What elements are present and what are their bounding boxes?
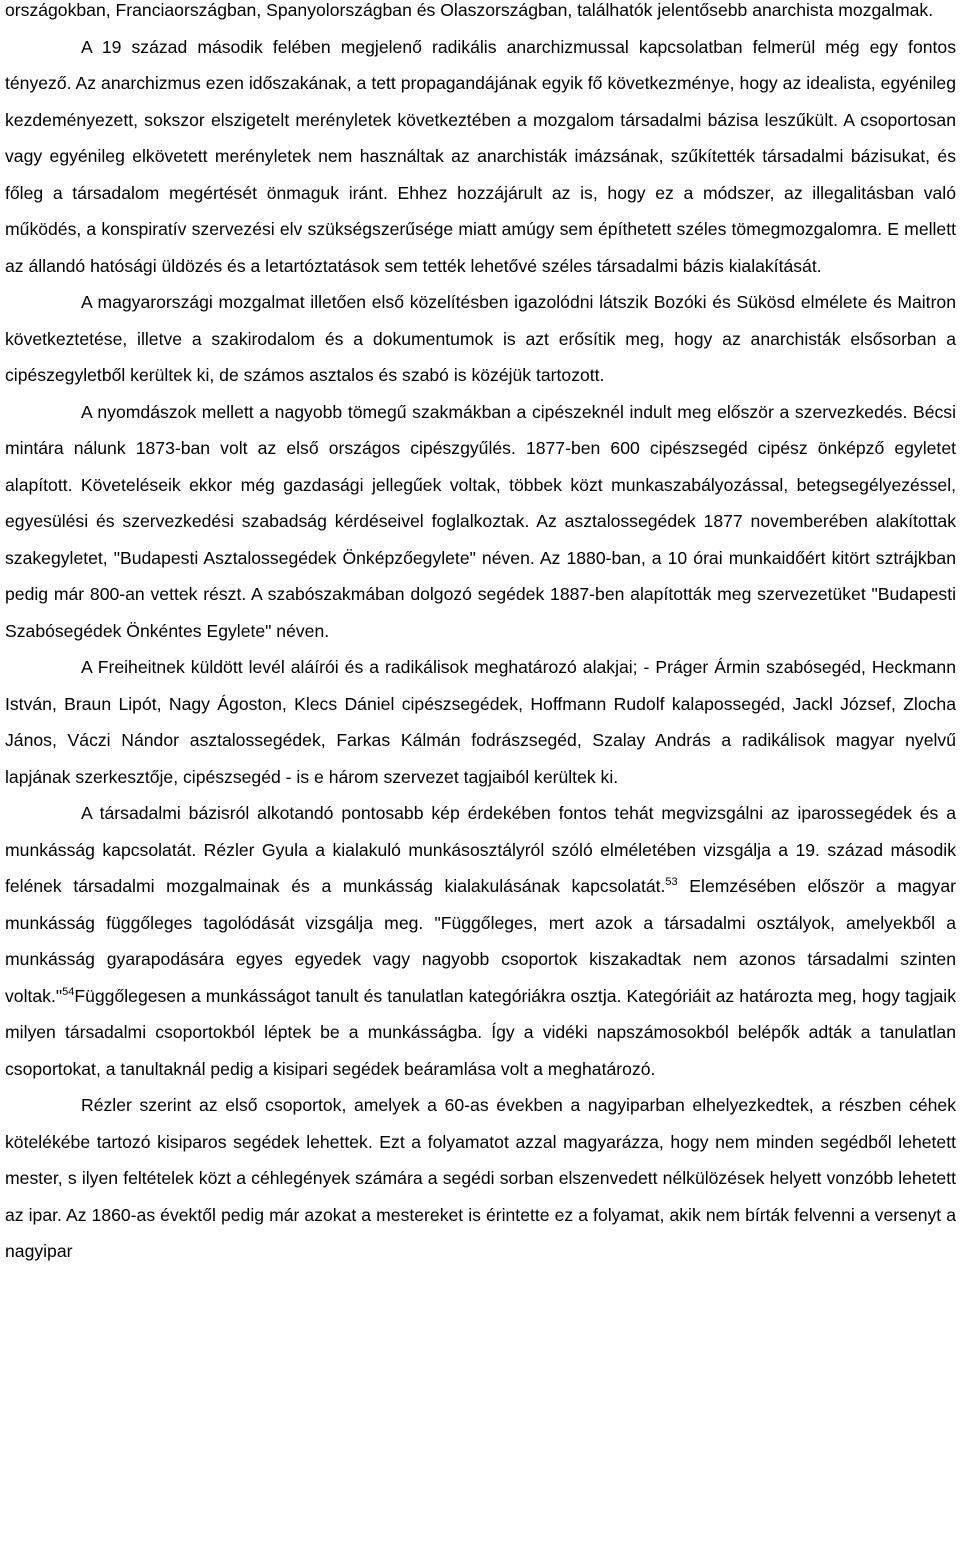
paragraph-6-text-c: Függőlegesen a munkásságot tanult és tanulatlan kategóriákra osztja. Kategóriáit az határozta meg, hogy tagjaik milyen társadalmi csoportokból léptek be a munkásságba. Így a vidéki napszámosokból belépők adták a tanulatlan csoportokat, a tanultaknál pedig a kisipari segédek beáramlása volt a meghatározó. (5, 985, 956, 1079)
paragraph-6-text-a: A társadalmi bázisról alkotandó pontosabb kép érdekében fontos tehát megvizsgálni az iparossegédek és a munkásság kapcsolatát. Rézler Gyula a kialakuló munkásosztályról szóló elméletében vizsgálja a 19. század második felének társadalmi mozgalmainak és a munkásság kialakulásának kapcsolatát. (5, 803, 956, 896)
paragraph-5 (5, 649, 956, 795)
paragraph-5-text: A Freiheitnek küldött levél aláírói és a radikálisok meghatározó alakjai; - Práger Ármin szabósegéd, Heckmann István, Braun Lipót, Nagy Ágoston, Klecs Dániel cipészsegédek, Hoffmann Rudolf kalapossegéd, Jackl József, Zlocha János, Váczi Nándor asztalossegédek, Farkas Kálmán fodrászsegéd, Szalay András a radikálisok magyar nyelvű lapjának szerkesztője, cipészsegéd - is e három szervezet tagjaiból kerültek ki. (5, 657, 956, 787)
paragraph-4-text: A nyomdászok mellett a nagyobb tömegű szakmákban a cipészeknél indult meg először a szervezkedés. Bécsi mintára nálunk 1873-ban volt az első országos cipészgyűlés. 1877-ben 600 cipészsegéd cipész önképző egyletet alapított. Követeléseik ekkor még gazdasági jellegűek voltak, többek közt munkaszabályozással, betegsegélyezéssel, egyesülési és szervezkedési szabadság kérdéseivel foglalkoztak. Az asztalossegédek 1877 novemberében alakítottak szakegyletet, "Budapesti Asztalossegédek Önképzőegylete" néven. Az 1880-ban, a 10 órai munkaidőért kitört sztrájkban pedig már 800-an vettek részt. A szabószakmában dolgozó segédek 1887-ben alapították meg szervezetüket "Budapesti Szabósegédek Önkéntes Egylete" néven. (5, 401, 956, 641)
document-body (5, 0, 956, 1270)
footnote-ref-53[interactable]: 53 (665, 876, 678, 889)
paragraph-3-text: A magyarországi mozgalmat illetően első közelítésben igazolódni látszik Bozóki és Sükösd elmélete és Maitron következtetése, illetve a szakirodalom és a dokumentumok is azt erősítik meg, hogy az anarchisták elsősorban a cipészegyletből kerültek ki, de számos asztalos és szabó is közéjük tartozott. (5, 292, 956, 385)
paragraph-2 (5, 29, 956, 285)
paragraph-1: országokban, Franciaországban, Spanyolországban és Olaszországban, találhatók jelentősebb anarchista mozgalmak. (5, 0, 934, 20)
paragraph-7-text: Rézler szerint az első csoportok, amelyek a 60-as években a nagyiparban elhelyezkedtek, a részben céhek kötelékébe tartozó kisiparos segédek lehettek. Ezt a folyamatot azzal magyarázza, hogy nem minden segédből lehetett mester, s ilyen feltételek közt a céhlegények számára a segédi sorban elszenvedett nélkülözések helyett vonzóbb lehetett az ipar. Az 1860-as évektől pedig már azokat a mestereket is érintette ez a folyamat, akik nem bírták felvenni a versenyt a nagyipar (5, 1095, 956, 1261)
footnote-ref-54[interactable]: 54 (62, 985, 75, 998)
paragraph-6-text-b: Elemzésében először a magyar munkásság függőleges tagolódását vizsgálja meg. "Függőleges, mert azok a társadalmi osztályok, amelyekből a munkásság gyarapodására egyes egyedek vagy nagyobb csoportok kiszakadtak nem azonos társadalmi szinten voltak." (5, 876, 956, 1006)
paragraph-4 (5, 394, 956, 650)
paragraph-6 (5, 795, 956, 1087)
paragraph-7 (5, 1087, 956, 1270)
paragraph-2-text: A 19 század második felében megjelenő radikális anarchizmussal kapcsolatban felmerül még egy fontos tényező. Az anarchizmus ezen időszakának, a tett propagandájának egyik fő következménye, hogy az idealista, egyénileg kezdeményezett, sokszor elszigetelt merényletek következtében a mozgalom társadalmi bázisa leszűkült. A csoportosan vagy egyénileg elkövetett merényletek nem használtak az anarchisták imázsának, szűkítették társadalmi bázisukat, és főleg a társadalom megértését önmaguk iránt. Ehhez hozzájárult az is, hogy ez a módszer, az illegalitásban való működés, a konspiratív szervezési elv szükségszerűsége miatt amúgy sem építhetett széles tömegmozgalomra. E mellett az állandó hatósági üldözés és a letartóztatások sem tették lehetővé széles társadalmi bázis kialakítását. (5, 36, 956, 276)
paragraph-3 (5, 284, 956, 394)
